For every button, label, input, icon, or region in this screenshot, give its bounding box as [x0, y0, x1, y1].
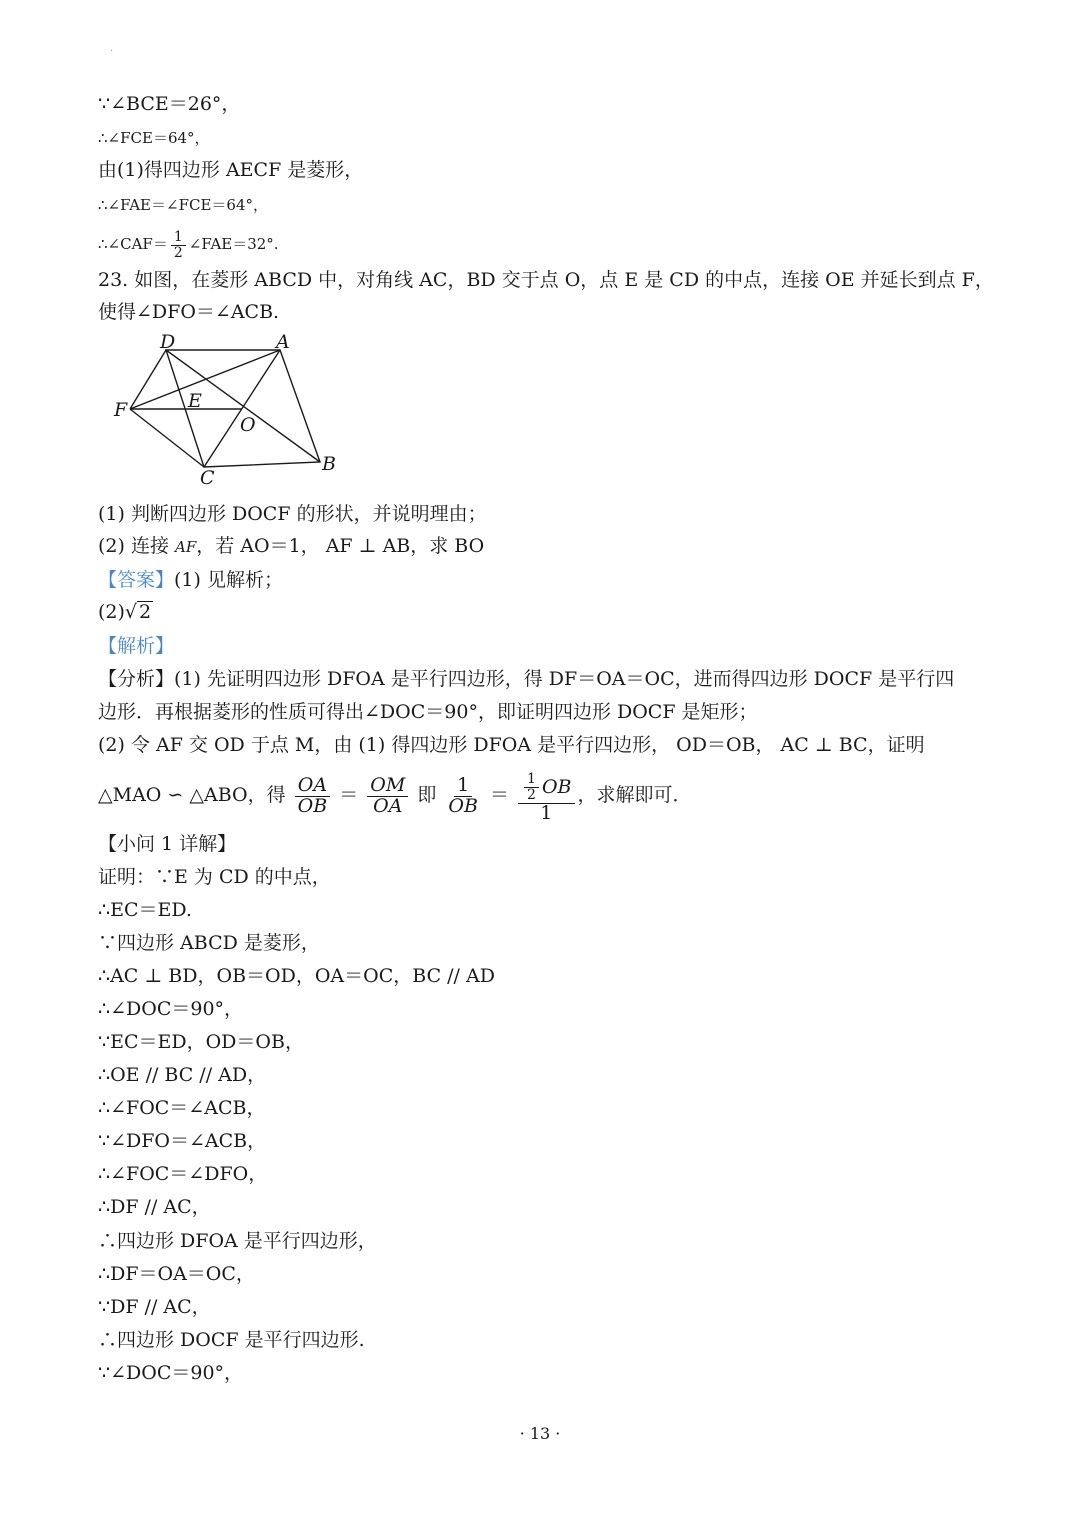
proof-line14: ∵DF // AC，: [98, 1296, 211, 1318]
analysis-line4: [98, 762, 692, 828]
line-fce: ∴∠FCE＝64°，: [98, 129, 210, 147]
frac-oa: OA: [295, 776, 330, 797]
line-caf: [98, 224, 279, 264]
label-e: E: [188, 390, 202, 412]
equals-1: ＝: [333, 784, 365, 806]
question-23-line1: 23. 如图，在菱形 ABCD 中，对角线 AC，BD 交于点 O，点 E 是 CD 的中点，连接 OE 并延长到点 F，: [98, 269, 994, 291]
rhombus-figure: [108, 330, 348, 490]
label-o: O: [240, 414, 256, 436]
analysis-line2: 边形．再根据菱形的性质可得出∠DOC＝90°，即证明四边形 DOCF 是矩形；: [98, 701, 758, 723]
proof-line10: ∴∠FOC＝∠DFO，: [98, 1163, 268, 1185]
analysis-tag: 【分析】: [98, 668, 175, 690]
jiexi-tag: 【解析】: [98, 635, 175, 657]
sqrt-two: √ 2: [124, 601, 152, 623]
line-aecf-rhombus: 由(1)得四边形 AECF 是菱形，: [98, 159, 364, 181]
proof-line15: ∴四边形 DOCF 是平行四边形.: [98, 1329, 365, 1351]
answer-tag: 【答案】: [98, 569, 175, 591]
proof-line8: ∴∠FOC＝∠ACB，: [98, 1097, 266, 1119]
frac-ob-2: OB: [448, 794, 478, 817]
segment-fc: [130, 409, 204, 467]
label-d: D: [160, 331, 176, 353]
caf-prefix: ∴∠CAF＝: [98, 235, 168, 253]
frac-oa-2: OA: [373, 794, 403, 817]
analysis-end: ，求解即可．: [577, 784, 692, 806]
fraction-half: [171, 230, 186, 260]
answer-line: [98, 568, 283, 592]
fraction-om-oa: [367, 773, 408, 817]
similar-triangles: △MAO ∽ △ABO，得: [98, 784, 292, 806]
proof-line1: 证明：∵E 为 CD 的中点，: [98, 866, 331, 888]
analysis-line1: [98, 667, 954, 691]
answer-1: (1) 见解析；: [174, 569, 283, 591]
label-c: C: [200, 467, 215, 489]
answer-2: [98, 600, 153, 624]
segment-fd: [130, 350, 166, 409]
equals-2: ＝: [483, 784, 516, 806]
part-2-suffix: ，若 AO＝1， AF ⊥ AB，求 BO: [196, 535, 485, 557]
fraction-1-ob: [445, 773, 481, 817]
proof-line7: ∴OE // BC // AD，: [98, 1064, 267, 1086]
analysis-line3: (2) 令 AF 交 OD 于点 M，由 (1) 得四边形 DFOA 是平行四边形， OD＝OB， AC ⊥ BC，证明: [98, 734, 925, 756]
proof-line3: ∵四边形 ABCD 是菱形，: [98, 932, 320, 954]
frac-den-one: 1: [540, 801, 553, 824]
inner-half-den: 2: [527, 787, 536, 804]
sqrt-radicand: 2: [139, 601, 152, 623]
inner-half-num: 1: [524, 772, 539, 788]
corner-mark: ·: [110, 46, 114, 57]
word-ji: 即: [411, 784, 443, 806]
frac-den: 2: [173, 244, 183, 261]
sub-question-1-tag: 【小问 1 详解】: [98, 833, 237, 855]
frac-num: 1: [171, 230, 186, 246]
part-1: (1) 判断四边形 DOCF 的形状，并说明理由；: [98, 503, 487, 525]
frac-om: OM: [367, 776, 408, 797]
proof-line5: ∴∠DOC＝90°，: [98, 998, 244, 1020]
label-a: A: [276, 331, 290, 353]
inner-half: [524, 772, 539, 802]
frac-one: 1: [454, 776, 472, 797]
caf-suffix: ∠FAE＝32°.: [188, 235, 279, 253]
proof-line12: ∴四边形 DFOA 是平行四边形，: [98, 1230, 377, 1252]
frac-ob: OB: [297, 794, 328, 817]
answer-2-prefix: (2): [98, 601, 125, 623]
proof-line16: ∵∠DOC＝90°，: [98, 1362, 244, 1384]
proof-line9: ∵∠DFO＝∠ACB，: [98, 1130, 267, 1152]
fraction-half-ob: [518, 768, 574, 823]
question-23-line2: 使得∠DFO＝∠ACB.: [98, 301, 280, 323]
label-f: F: [114, 399, 128, 421]
inner-ob: OB: [541, 775, 572, 798]
page-number: · 13 ·: [519, 1424, 561, 1443]
line-fae: ∴∠FAE＝∠FCE＝64°，: [98, 196, 268, 214]
figure-lines: [130, 350, 320, 467]
label-b: B: [322, 453, 336, 475]
part-2-af: AF: [175, 538, 197, 556]
line-bce: ∵∠BCE＝26°，: [98, 93, 241, 115]
proof-line13: ∴DF＝OA＝OC，: [98, 1263, 255, 1285]
analysis-text1: (1) 先证明四边形 DFOA 是平行四边形，得 DF＝OA＝OC，进而得四边形 DOCF 是平行四: [174, 668, 955, 690]
proof-line6: ∵EC＝ED，OD＝OB，: [98, 1031, 304, 1053]
frac-half-ob-num: [518, 768, 574, 803]
part-2-prefix: (2) 连接: [98, 535, 175, 557]
proof-line2: ∴EC＝ED.: [98, 899, 192, 921]
proof-line4: ∴AC ⊥ BD，OB＝OD，OA＝OC，BC // AD: [98, 965, 495, 987]
fraction-oa-ob: [295, 773, 331, 817]
segment-fa: [130, 350, 280, 409]
part-2: [98, 534, 484, 559]
proof-line11: ∴DF // AC，: [98, 1196, 211, 1218]
